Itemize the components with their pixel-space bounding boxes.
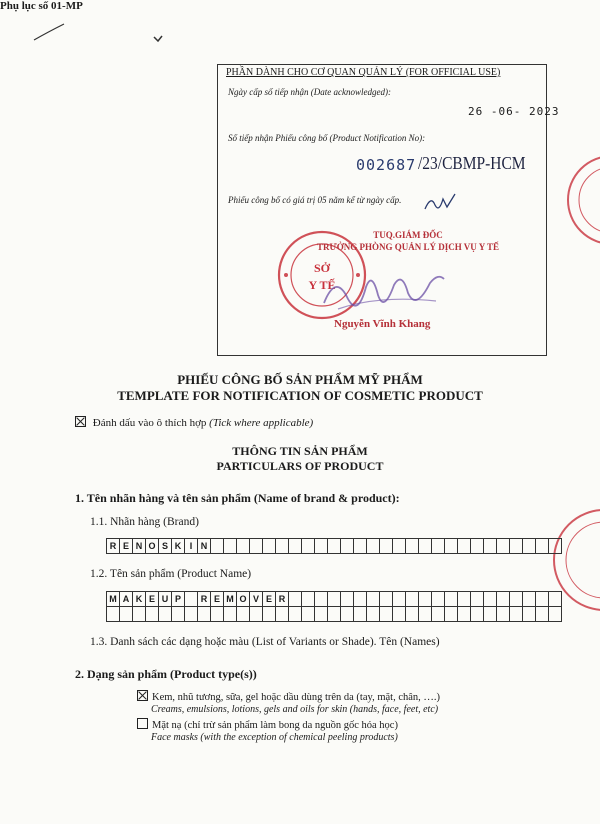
product-cell[interactable] (445, 592, 458, 607)
brand-cell[interactable] (328, 539, 341, 554)
product-cell[interactable] (315, 607, 328, 622)
product-cell[interactable]: A (120, 592, 133, 607)
brand-cell[interactable] (393, 539, 406, 554)
brand-grid-row (107, 539, 562, 554)
product-cell[interactable] (484, 592, 497, 607)
ptype-creams-vn: Kem, nhũ tương, sữa, gel hoặc dầu dùng trên da (tay, mặt, chân, ….) (152, 692, 441, 703)
q1-heading: 1. Tên nhãn hàng và tên sản phẩm (Name of brand & product): (75, 491, 400, 505)
product-cell[interactable] (354, 607, 367, 622)
product-cell[interactable] (354, 592, 367, 607)
product-cell[interactable] (211, 607, 224, 622)
product-cell[interactable] (146, 607, 159, 622)
product-cell[interactable] (432, 592, 445, 607)
product-grid-row-1 (107, 592, 562, 607)
product-cell[interactable] (471, 592, 484, 607)
product-cell[interactable] (523, 592, 536, 607)
product-cell[interactable] (224, 607, 237, 622)
official-use-header: PHẦN DÀNH CHO CƠ QUAN QUẢN LÝ (FOR OFFICIAL USE) (226, 67, 501, 78)
brand-cell[interactable] (445, 539, 458, 554)
signer-title (308, 229, 508, 253)
brand-cell[interactable] (315, 539, 328, 554)
product-cell[interactable] (445, 607, 458, 622)
pen-tick-mark (152, 34, 164, 44)
brand-cell[interactable] (523, 539, 536, 554)
appendix-label: Phụ lục số 01-MP (0, 0, 83, 12)
product-cell[interactable] (419, 607, 432, 622)
product-cell[interactable] (393, 592, 406, 607)
brand-cell[interactable] (510, 539, 523, 554)
brand-cell[interactable]: E (120, 539, 133, 554)
product-cell[interactable]: P (172, 592, 185, 607)
handwritten-signature (318, 265, 448, 320)
seal-text-2: Y TẾ (308, 278, 336, 292)
product-cell[interactable]: E (211, 592, 224, 607)
signer-title-line-2: TRƯỞNG PHÒNG QUẢN LÝ DỊCH VỤ Y TẾ (317, 242, 499, 252)
brand-cell[interactable] (250, 539, 263, 554)
brand-cell[interactable] (497, 539, 510, 554)
brand-cell[interactable] (211, 539, 224, 554)
product-cell[interactable] (341, 607, 354, 622)
product-cell[interactable] (484, 607, 497, 622)
product-cell[interactable]: O (237, 592, 250, 607)
brand-cell[interactable] (549, 539, 562, 554)
form-title-en: TEMPLATE FOR NOTIFICATION OF COSMETIC PRODUCT (117, 388, 483, 403)
product-cell[interactable] (406, 607, 419, 622)
brand-cell[interactable] (471, 539, 484, 554)
brand-cell[interactable] (432, 539, 445, 554)
ptype-creams-option[interactable] (137, 690, 440, 703)
product-cell[interactable] (497, 592, 510, 607)
product-cell[interactable]: U (159, 592, 172, 607)
brand-label: 1.1. Nhãn hàng (Brand) (90, 516, 199, 528)
ptype-masks-en: Face masks (with the exception of chemical peeling products) (151, 732, 398, 743)
ptype-creams-checkbox[interactable] (137, 690, 148, 701)
brand-cell[interactable] (237, 539, 250, 554)
ptype-creams-en: Creams, emulsions, lotions, gels and oils for skin (hands, face, feet, etc) (151, 704, 439, 715)
product-cell[interactable] (432, 607, 445, 622)
product-cell[interactable] (549, 607, 562, 622)
brand-cell[interactable] (263, 539, 276, 554)
brand-cell[interactable] (380, 539, 393, 554)
official-use-box (217, 64, 560, 356)
product-cell[interactable] (406, 592, 419, 607)
brand-cell[interactable] (536, 539, 549, 554)
section-title-vn: THÔNG TIN SẢN PHẨM (232, 444, 368, 458)
product-cell[interactable] (536, 592, 549, 607)
product-cell[interactable]: M (224, 592, 237, 607)
product-cell[interactable] (328, 592, 341, 607)
product-cell[interactable] (107, 607, 120, 622)
product-cell[interactable] (289, 592, 302, 607)
product-cell[interactable] (263, 607, 276, 622)
seal-text-1: SỞ (313, 261, 331, 275)
product-cell[interactable] (133, 607, 146, 622)
brand-cell[interactable] (406, 539, 419, 554)
product-cell[interactable] (367, 607, 380, 622)
product-cell[interactable] (510, 592, 523, 607)
brand-cell[interactable] (302, 539, 315, 554)
product-cell[interactable] (341, 592, 354, 607)
date-acknowledged-label: Ngày cấp số tiếp nhận (Date acknowledged): (228, 87, 391, 97)
product-cell[interactable]: E (263, 592, 276, 607)
product-cell[interactable] (367, 592, 380, 607)
product-cell[interactable] (237, 607, 250, 622)
product-cell[interactable]: K (133, 592, 146, 607)
product-cell[interactable] (302, 592, 315, 607)
product-cell[interactable] (289, 607, 302, 622)
product-cell[interactable] (250, 607, 263, 622)
product-cell[interactable] (328, 607, 341, 622)
brand-cell[interactable] (419, 539, 432, 554)
product-name-grid[interactable] (106, 591, 562, 622)
notification-number-digits: 002687 (356, 156, 417, 174)
edge-seal-top (562, 150, 600, 250)
product-cell[interactable] (458, 607, 471, 622)
product-cell[interactable] (393, 607, 406, 622)
product-cell[interactable] (510, 607, 523, 622)
brand-cell[interactable] (354, 539, 367, 554)
brand-cell[interactable] (224, 539, 237, 554)
product-cell[interactable] (497, 607, 510, 622)
product-cell[interactable] (419, 592, 432, 607)
date-acknowledged-value: 26 -06- 2023 (468, 105, 560, 118)
brand-cell[interactable] (484, 539, 497, 554)
brand-cell[interactable] (458, 539, 471, 554)
brand-cell[interactable] (289, 539, 302, 554)
initial-signature (423, 191, 459, 213)
product-name-label: 1.2. Tên sản phẩm (Product Name) (90, 568, 252, 580)
brand-cell[interactable] (367, 539, 380, 554)
brand-cell[interactable] (341, 539, 354, 554)
brand-cell[interactable] (276, 539, 289, 554)
brand-cell[interactable]: K (172, 539, 185, 554)
brand-grid[interactable] (106, 538, 562, 554)
q2-heading: 2. Dạng sản phẩm (Product type(s)) (75, 667, 257, 681)
tick-instruction-vn: Đánh dấu vào ô thích hợp (92, 417, 207, 429)
ptype-masks-vn: Mặt nạ (chỉ trừ sản phẩm làm bong da nguồn gốc hóa học) (152, 720, 398, 731)
product-cell[interactable] (185, 607, 198, 622)
ptype-masks-option[interactable] (137, 718, 398, 731)
product-cell[interactable] (315, 592, 328, 607)
product-cell[interactable]: V (250, 592, 263, 607)
section-title-en: PARTICULARS OF PRODUCT (216, 459, 384, 473)
notification-number-label: Số tiếp nhận Phiếu công bố (Product Notification No): (228, 133, 426, 143)
brand-cell[interactable]: O (146, 539, 159, 554)
product-cell[interactable]: M (107, 592, 120, 607)
tick-example-checkbox (75, 416, 86, 427)
signer-name: Nguyễn Vĩnh Khang (334, 318, 431, 330)
product-grid-row-2 (107, 607, 562, 622)
product-cell[interactable]: E (146, 592, 159, 607)
notification-number-suffix: /23/CBMP-HCM (418, 153, 526, 173)
product-cell[interactable] (302, 607, 315, 622)
product-cell[interactable] (172, 607, 185, 622)
product-cell[interactable] (380, 592, 393, 607)
form-title-vn: PHIẾU CÔNG BỐ SẢN PHẨM MỸ PHẨM (177, 372, 423, 387)
product-cell[interactable] (380, 607, 393, 622)
tick-instruction (75, 416, 313, 429)
brand-cell[interactable]: S (159, 539, 172, 554)
validity-note: Phiếu công bố có giá trị 05 năm kể từ ngày cấp. (228, 195, 402, 205)
brand-cell[interactable]: R (107, 539, 120, 554)
ptype-masks-checkbox[interactable] (137, 718, 148, 729)
product-cell[interactable] (159, 607, 172, 622)
product-cell[interactable] (458, 592, 471, 607)
product-cell[interactable] (471, 607, 484, 622)
brand-cell[interactable]: N (133, 539, 146, 554)
product-cell[interactable] (536, 607, 549, 622)
signer-title-line-1: TUQ.GIÁM ĐỐC (373, 230, 443, 240)
brand-cell[interactable]: I (185, 539, 198, 554)
product-cell[interactable] (276, 607, 289, 622)
variants-label: 1.3. Danh sách các dạng hoặc màu (List of Variants or Shade). Tên (Names) (90, 636, 440, 648)
product-cell[interactable] (549, 592, 562, 607)
product-cell[interactable]: R (198, 592, 211, 607)
product-cell[interactable]: R (276, 592, 289, 607)
product-cell[interactable] (523, 607, 536, 622)
brand-cell[interactable]: N (198, 539, 211, 554)
tick-instruction-en: (Tick where applicable) (209, 417, 314, 429)
pen-stroke-mark (30, 18, 70, 48)
product-cell[interactable] (198, 607, 211, 622)
product-cell[interactable] (185, 592, 198, 607)
product-cell[interactable] (120, 607, 133, 622)
